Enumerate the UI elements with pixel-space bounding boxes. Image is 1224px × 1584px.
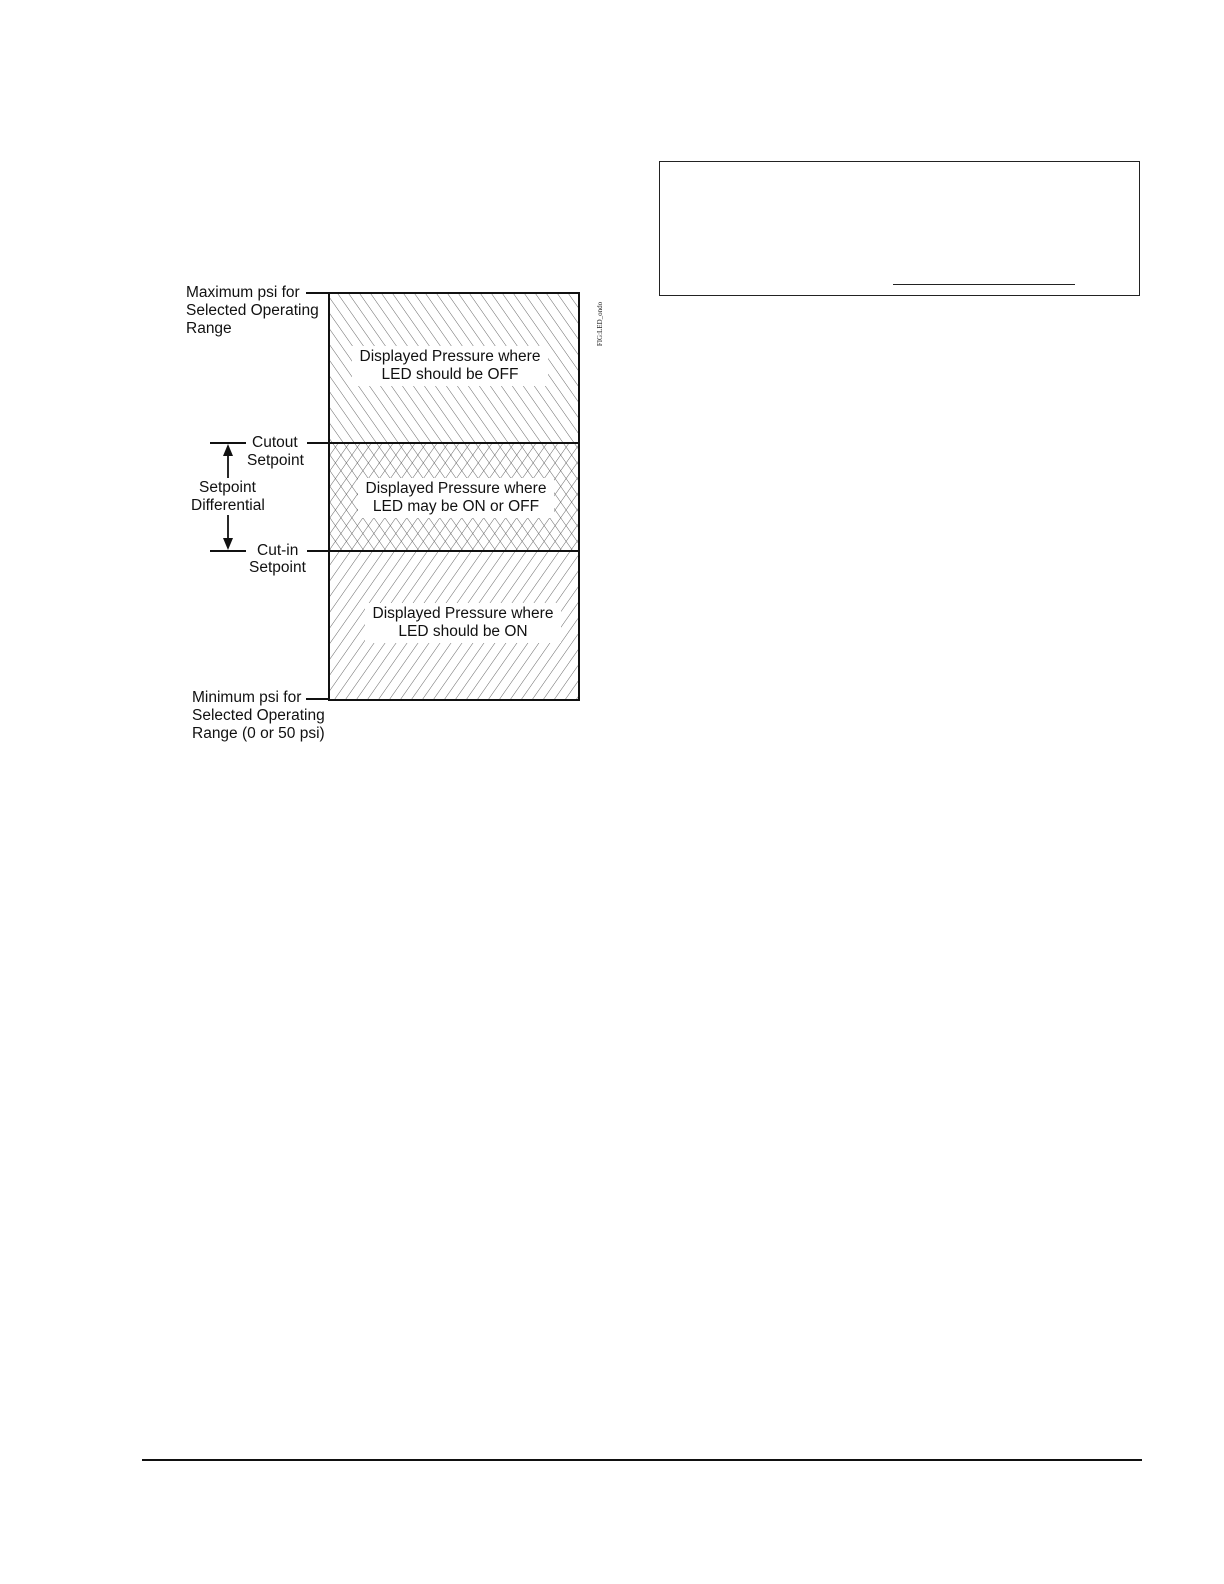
- zone-on-line-1: Displayed Pressure where: [372, 605, 554, 622]
- cutin-label-1: Cut-in: [257, 542, 299, 559]
- zone-maybe-text: [358, 478, 554, 518]
- zone-off-line-2: LED should be OFF: [381, 366, 519, 383]
- differential-label-1: Setpoint: [199, 479, 256, 496]
- zone-maybe-line-2: LED may be ON or OFF: [372, 498, 540, 515]
- arrow-down-icon: [223, 538, 233, 550]
- cutin-label-2: Setpoint: [249, 559, 306, 576]
- footer-rule: [142, 1459, 1142, 1461]
- zone-off-text: [352, 346, 548, 386]
- zone-on-line-2: LED should be ON: [398, 623, 528, 640]
- minimum-label-1: Minimum psi for: [192, 689, 302, 706]
- zone-on-text: [365, 603, 561, 643]
- note-underline: [893, 284, 1075, 285]
- maximum-label-2: Selected Operating: [186, 302, 319, 319]
- minimum-label-3: Range (0 or 50 psi): [192, 725, 325, 742]
- figure-id: FIG:LED_ondo: [596, 301, 605, 347]
- differential-label-2: Differential: [191, 497, 265, 514]
- cutout-label-1: Cutout: [252, 434, 298, 451]
- arrow-up-icon: [223, 444, 233, 456]
- minimum-label-2: Selected Operating: [192, 707, 325, 724]
- zone-maybe-line-1: Displayed Pressure where: [365, 480, 547, 497]
- note-box: [659, 161, 1140, 296]
- cutout-label-2: Setpoint: [247, 452, 304, 469]
- maximum-label-1: Maximum psi for: [186, 284, 300, 301]
- maximum-label-3: Range: [186, 320, 232, 337]
- zone-off-line-1: Displayed Pressure where: [359, 348, 541, 365]
